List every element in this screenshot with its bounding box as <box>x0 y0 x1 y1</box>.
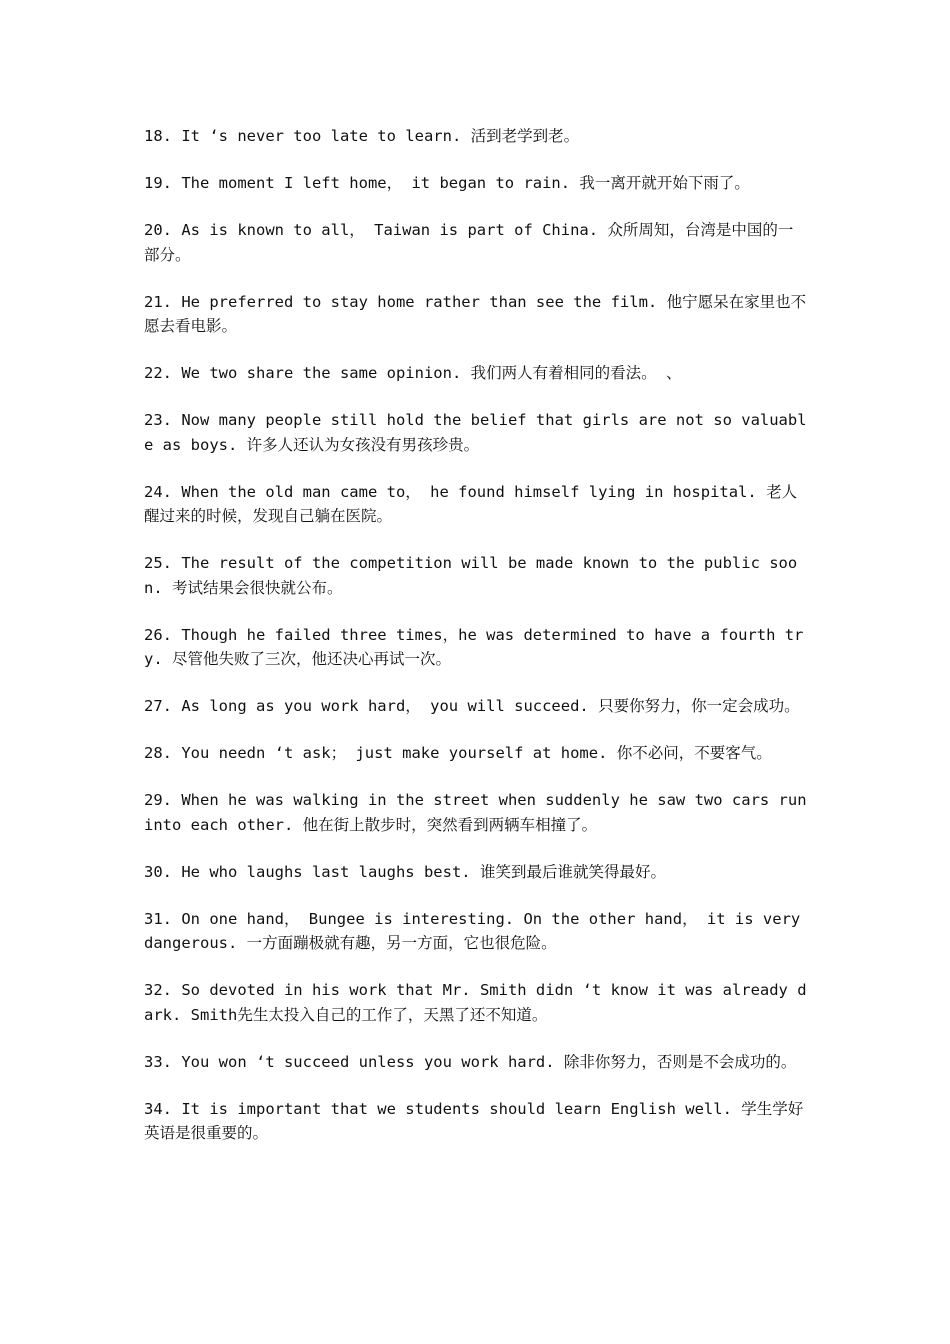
sentence-29: 29. When he was walking in the street when suddenly he saw two cars run into each other. 他在街上散步时，突然看到两辆车相撞了。 <box>144 791 816 834</box>
sentence-28: 28. You needn ‘t ask； just make yourself at home. 你不必问，不要客气。 <box>144 744 772 762</box>
sentence-22: 22. We two share the same opinion. 我们两人有着相同的看法。 、 <box>144 364 682 382</box>
sentence-20: 20. As is known to all， Taiwan is part of China. 众所周知，台湾是中国的一部分。 <box>144 221 794 264</box>
sentence-30: 30. He who laughs last laughs best. 谁笑到最后谁就笑得最好。 <box>144 862 666 881</box>
sentence-23: 23. Now many people still hold the belief that girls are not so valuable as boys. 许多人还认为女孩没有男孩珍贵。 <box>144 411 807 454</box>
sentence-31: 31. On one hand， Bungee is interesting. On the other hand， it is very dangerous. 一方面蹦极就有趣，另一方面，它也很危险。 <box>144 909 810 952</box>
sentence-18: 18. It ‘s never too late to learn. 活到老学到老。 <box>144 127 580 145</box>
sentence-24: 24. When the old man came to， he found himself lying in hospital. 老人醒过来的时候，发现自己躺在医院。 <box>144 482 798 525</box>
sentence-32: 32. So devoted in his work that Mr. Smith didn ‘t know it was already dark. Smith先生太投入自己的工作了，天黑了还不知道。 <box>144 981 807 1024</box>
sentence-27: 27. As long as you work hard， you will succeed. 只要你努力，你一定会成功。 <box>144 697 800 715</box>
sentence-34: 34. It is important that we students should learn English well. 学生学好英语是很重要的。 <box>144 1099 804 1142</box>
sentence-33: 33. You won ‘t succeed unless you work hard. 除非你努力，否则是不会成功的。 <box>144 1052 797 1071</box>
sentence-19: 19. The moment I left home， it began to rain. 我一离开就开始下雨了。 <box>144 174 750 192</box>
sentence-25: 25. The result of the competition will be made known to the public soon. 考试结果会很快就公布。 <box>144 554 798 597</box>
sentence-list <box>144 124 816 1168</box>
sentence-21: 21. He preferred to stay home rather than see the film. 他宁愿呆在家里也不愿去看电影。 <box>144 292 807 335</box>
sentence-26: 26. Though he failed three times，he was determined to have a fourth try. 尽管他失败了三次，他还决心再试一次。 <box>144 625 804 668</box>
